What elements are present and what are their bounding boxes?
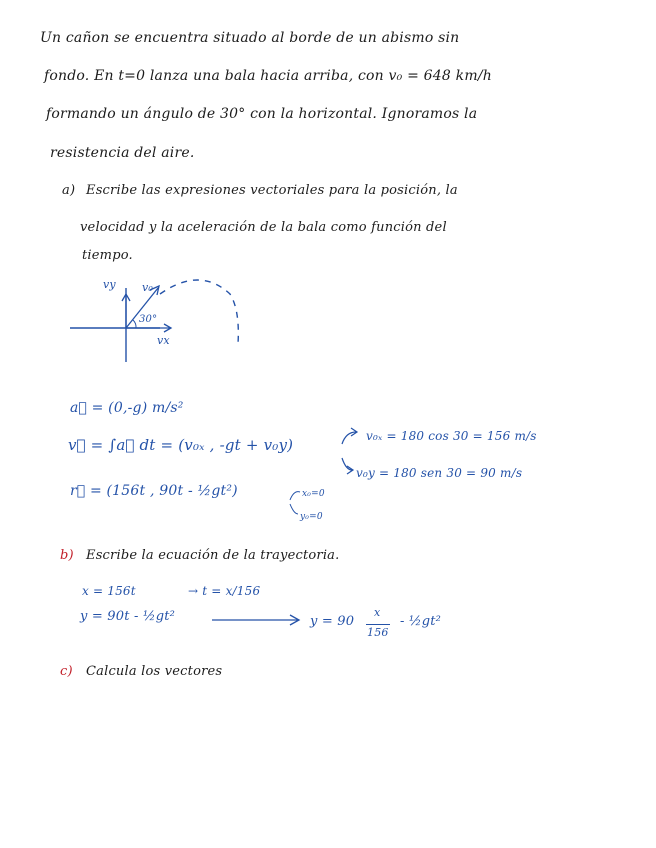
part-c-label: c) [60, 664, 73, 679]
diagram-label-vx: vx [157, 334, 170, 347]
part-a-label: a) [62, 183, 76, 198]
statement-line-1: Un cañon se encuentra situado al borde de un abismo sin [40, 30, 460, 46]
result-suffix: - ½gt² [400, 614, 442, 629]
arrow-to-y0 [290, 504, 298, 514]
y-equation: y = 90t - ½gt² [80, 609, 176, 624]
v0y-value: v₀y = 180 sen 30 = 90 m/s [356, 466, 523, 480]
initial-x0: x₀=0 [302, 489, 325, 499]
statement-line-4: resistencia del aire. [50, 145, 195, 161]
part-b-label: b) [60, 548, 74, 563]
arrow-to-x0 [290, 492, 300, 500]
part-c-text: Calcula los vectores [86, 664, 223, 679]
result-prefix: y = 90 [310, 614, 355, 629]
x-equation: x = 156t [82, 584, 136, 598]
diagram-label-vy: vy [103, 278, 116, 291]
result-denominator: 156 [367, 626, 389, 639]
part-a-line-3: tiempo. [82, 248, 133, 263]
result-numerator: x [374, 606, 381, 619]
part-b-text: Escribe la ecuación de la trayectoria. [86, 548, 340, 563]
t-equation: → t = x/156 [188, 584, 261, 598]
v0x-value: v₀ₓ = 180 cos 30 = 156 m/s [366, 429, 537, 443]
diagram-label-angle: 30° [139, 314, 158, 325]
initial-y0: y₀=0 [300, 512, 323, 522]
fraction-bar [366, 624, 390, 625]
part-a-line-2: velocidad y la aceleración de la bala como función del [80, 220, 447, 235]
velocity-equation: v⃗ = ∫a⃗ dt = (v₀ₓ , -gt + v₀y) [68, 436, 294, 454]
position-equation: r⃗ = (156t , 90t - ½gt²) [70, 483, 238, 499]
diagram-label-v0: v₀ [142, 281, 154, 294]
statement-line-3: formando un ángulo de 30° con la horizontal. Ignoramos la [46, 106, 478, 122]
part-a-line-1: Escribe las expresiones vectoriales para la posición, la [86, 183, 458, 198]
acceleration-equation: a⃗ = (0,-g) m/s² [70, 400, 184, 416]
statement-line-2: fondo. En t=0 lanza una bala hacia arriba, con v₀ = 648 km/h [44, 68, 492, 84]
